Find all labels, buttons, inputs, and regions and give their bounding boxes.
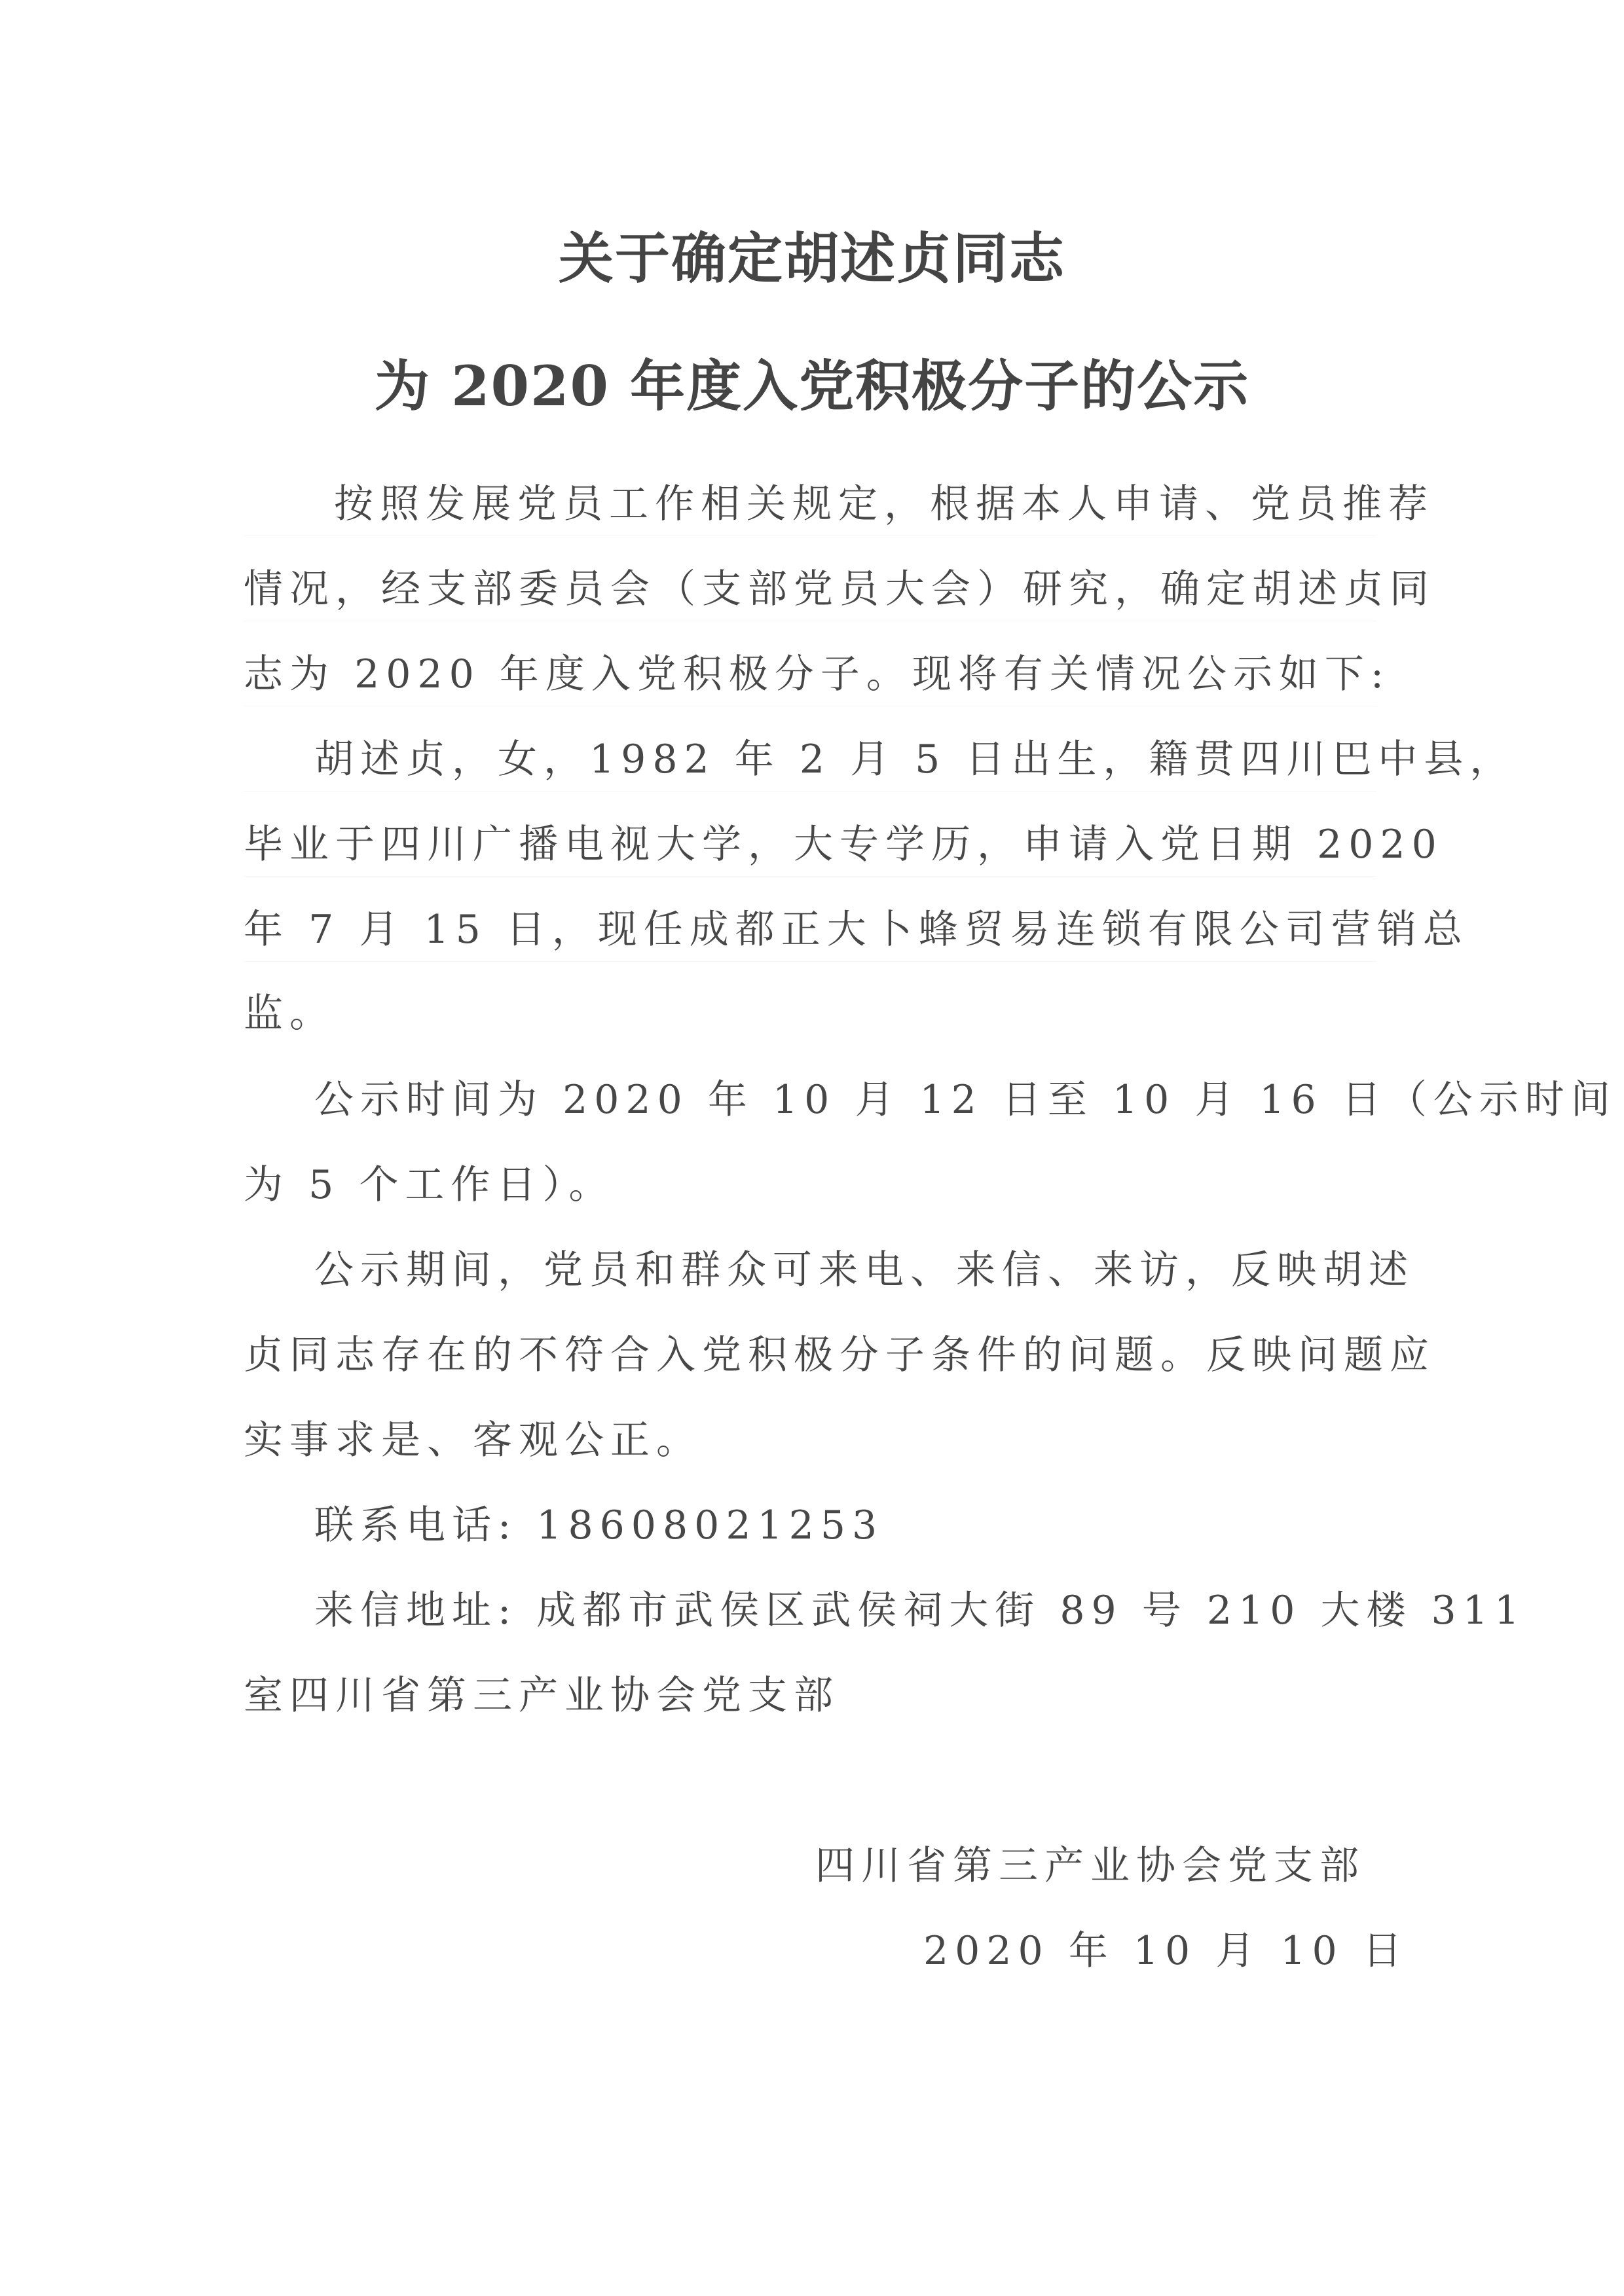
paragraph-1-line-2: 情况，经支部委员会（支部党员大会）研究，确定胡述贞同 [244,566,1435,612]
contact-phone: 联系电话: 18608021253 [314,1503,884,1548]
signature-organization: 四川省第三产业协会党支部 [815,1843,1365,1889]
title-line-1: 关于确定胡述贞同志 [558,226,1065,291]
title-line-2: 为 2020 年度入党积极分子的公示 [374,354,1250,418]
paragraph-1-line-3: 志为 2020 年度入党积极分子。现将有关情况公示如下: [244,651,1391,697]
paragraph-2-line-4: 监。 [244,991,335,1036]
paragraph-2-line-1: 胡述贞，女，1982 年 2 月 5 日出生，籍贯四川巴中县， [314,737,1516,782]
paragraph-3-line-2: 为 5 个工作日）。 [244,1162,615,1208]
paragraph-2-line-3: 年 7 月 15 日，现任成都正大卜蜂贸易连锁有限公司营销总 [244,907,1469,953]
contact-address-line-2: 室四川省第三产业协会党支部 [244,1673,840,1719]
paragraph-4-line-1: 公示期间，党员和群众可来电、来信、来访，反映胡述 [314,1247,1414,1293]
rule-line [244,961,1376,962]
signature-date: 2020 年 10 月 10 日 [923,1928,1409,1974]
paragraph-1-line-1: 按照发展党员工作相关规定，根据本人申请、党员推荐 [334,481,1434,527]
paragraph-3-line-1: 公示时间为 2020 年 10 月 12 日至 10 月 16 日（公示时间 [314,1077,1617,1123]
paragraph-2-line-2: 毕业于四川广播电视大学，大专学历，申请入党日期 2020 [244,822,1443,867]
rule-line [244,791,1376,792]
paragraph-4-line-3: 实事求是、客观公正。 [244,1417,702,1463]
contact-address-line-1: 来信地址: 成都市武侯区武侯祠大街 89 号 210 大楼 311 [314,1588,1526,1633]
rule-line [244,876,1376,877]
paragraph-4-line-2: 贞同志存在的不符合入党积极分子条件的问题。反映问题应 [244,1332,1435,1378]
